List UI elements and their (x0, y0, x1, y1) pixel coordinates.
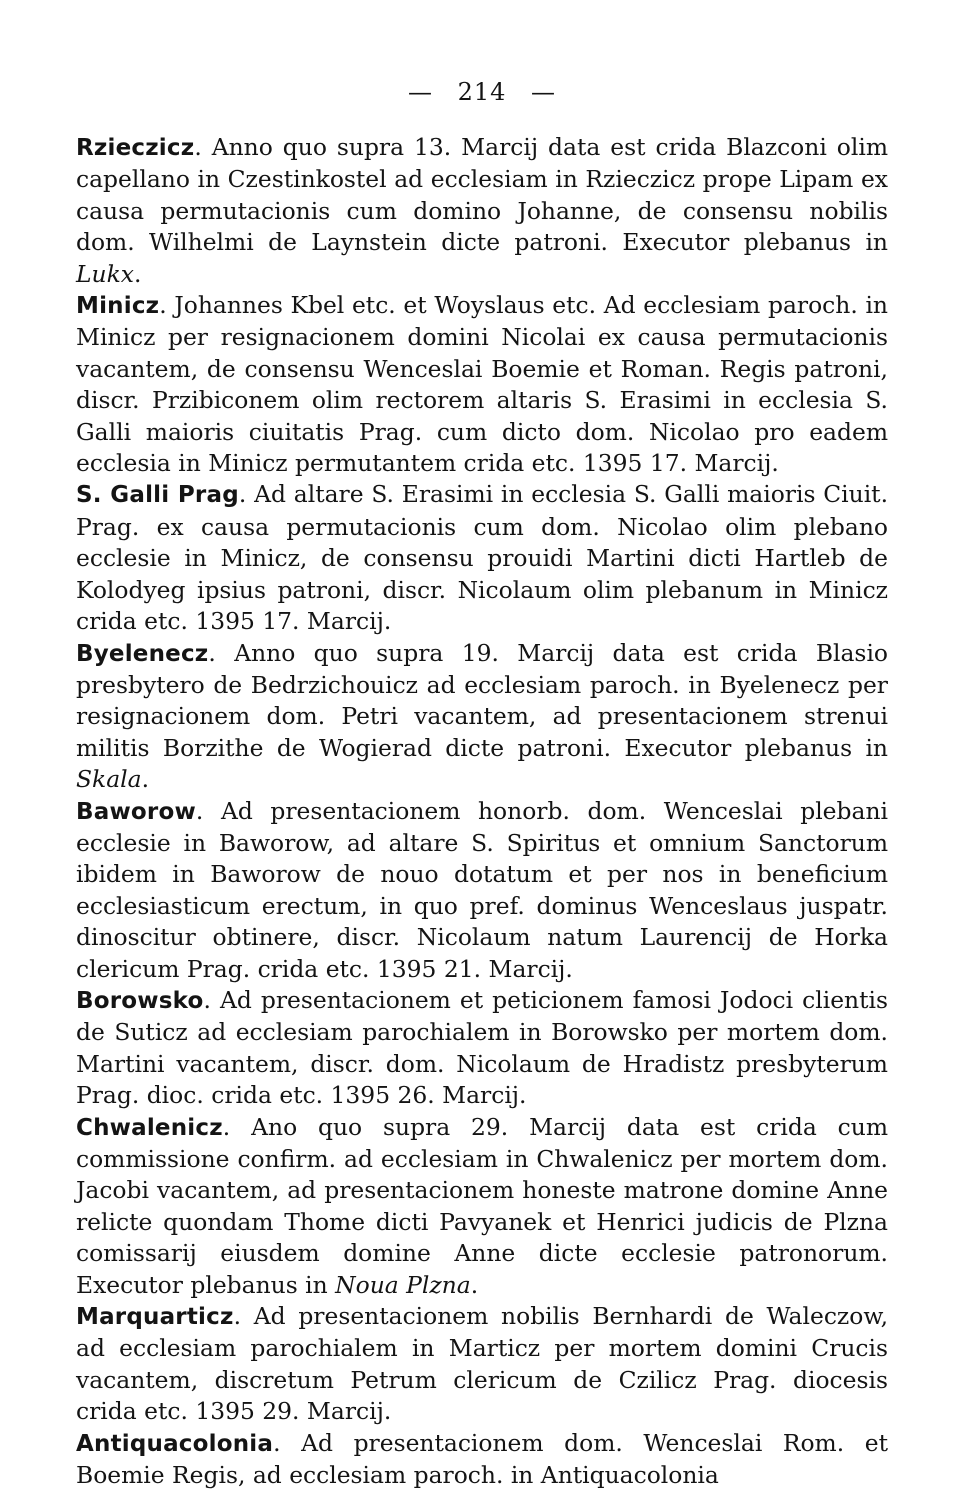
entry-text: Anno quo supra 13. Marcij data est crida Blazconi olim capellano in Czestinkostel ad ecclesiam in Rzieczicz prope Lipam ex causa permutacionis cum domino Johanne, de consensu nobilis dom. Wilhelmi de Laynstein dicte patroni. Executor plebanus in (76, 133, 888, 257)
entry-s-galli-prag: S. Galli Prag. Ad altare S. Erasimi in ecclesia S. Galli maioris Ciuit. Prag. ex causa permutacionis cum dom. Nicolao olim plebano ecclesie in Minicz, de consensu prouidi Martini dicti Hartleb de Kolodyeg ipsius patroni, discr. Nicolaum olim plebanum in Minicz crida etc. 1395 17. Marcij. (76, 480, 889, 636)
entry-heading: S. Galli Prag (76, 482, 239, 509)
entry-text: Anno quo supra 19. Marcij data est crida Blasio presbytero de Bedrzichouicz ad ecclesiam paroch. in Byelenecz per resignacionem dom. Petri vacantem, ad presentacionem strenui militis Borzithe de Wogierad dicte patroni. Executor plebanus in (76, 638, 889, 762)
page-number-value: 214 (457, 78, 507, 106)
page-number-dash-left: — (407, 78, 433, 106)
entry-text: Ad presentacionem nobilis Bernhardi de Waleczow, ad ecclesiam parochialem in Marticz per mortem domini Crucis vacantem, discretum Petrum clericum de Czilicz Prag. diocesis crida etc. 1395 29. Marcij. (76, 1302, 889, 1426)
entry-baworow: Baworow. Ad presentacionem honorb. dom. Wenceslai plebani ecclesie in Baworow, ad altare S. Spiritus et omnium Sanctorum ibidem in Baworow de nouo dotatum et per nos in beneficium ecclesiasticum erectum, in quo pref. dominus Wenceslaus juspatr. dinoscitur obtinere, discr. Nicolaum natum Laurencij de Horka clericum Prag. crida etc. 1395 21. Marcij. (76, 796, 888, 983)
entry-text: Ano quo supra 29. Marcij data est crida cum commissione confirm. ad ecclesiam in Chwalenicz per mortem dom. Jacobi vacantem, ad presentacionem honeste matrone domine Anne relicte quondam Thome dicti Pavyanek et Henrici judicis de Plzna comissarij eiusdem domine Anne dicte ecclesie patronorum. Executor plebanus in (76, 1112, 889, 1299)
entry-text: Johannes Kbel etc. et Woyslaus etc. Ad ecclesiam paroch. in Minicz per resignacionem domini Nicolai ex causa permutacionis vacantem, de consensu Wenceslai Boemie et Roman. Regis patroni, discr. Przibiconem olim rectorem altaris S. Erasimi in ecclesia S. Galli maioris ciuitatis Prag. cum dicto dom. Nicolao pro eadem ecclesia in Minicz permutantem crida etc. 1395 17. Marcij. (76, 291, 888, 478)
entry-tail: . (470, 1270, 479, 1299)
entry-chwalenicz: Chwalenicz. Ano quo supra 29. Marcij data est crida cum commissione confirm. ad ecclesiam in Chwalenicz per mortem dom. Jacobi vacantem, ad presentacionem honeste matrone domine Anne relicte quondam Thome dicti Pavyanek et Henrici judicis de Plzna comissarij eiusdem domine Anne dicte ecclesie patronorum. Executor plebanus in Noua Plzna. (76, 1112, 889, 1299)
entry-heading: Byelenecz (76, 640, 209, 667)
entry-borowsko: Borowsko. Ad presentacionem et peticionem famosi Jodoci clientis de Suticz ad ecclesiam parochialem in Borowsko per mortem dom. Martini vacantem, discr. dom. Nicolaum de Hradistz presbyterum Prag. dioc. crida etc. 1395 26. Marcij. (76, 985, 888, 1110)
page-number (76, 72, 888, 132)
entry-heading: Baworow (76, 798, 196, 825)
entry-byelenecz: Byelenecz. Anno quo supra 19. Marcij data est crida Blasio presbytero de Bedrzichouicz ad ecclesiam paroch. in Byelenecz per resignacionem dom. Petri vacantem, ad presentacionem strenui militis Borzithe de Wogierad dicte patroni. Executor plebanus in Skala. (76, 638, 889, 794)
entry-text: Ad presentacionem et peticionem famosi Jodoci clientis de Suticz ad ecclesiam parochialem in Borowsko per mortem dom. Martini vacantem, discr. dom. Nicolaum de Hradistz presbyterum Prag. dioc. crida etc. 1395 26. Marcij. (76, 985, 888, 1110)
entry-heading: Marquarticz (76, 1304, 234, 1331)
entry-rzieczicz: Rzieczicz. Anno quo supra 13. Marcij data est crida Blazconi olim capellano in Czestinkostel ad ecclesiam in Rzieczicz prope Lipam ex causa permutacionis cum domino Johanne, de consensu nobilis dom. Wilhelmi de Laynstein dicte patroni. Executor plebanus in Lukx. (76, 133, 888, 288)
entry-marquarticz: Marquarticz. Ad presentacionem nobilis Bernhardi de Waleczow, ad ecclesiam parochialem in Marticz per mortem domini Crucis vacantem, discretum Petrum clericum de Czilicz Prag. diocesis crida etc. 1395 29. Marcij. (76, 1302, 889, 1426)
entry-text: Ad presentacionem honorb. dom. Wenceslai plebani ecclesie in Baworow, ad altare S. Spiritus et omnium Sanctorum ibidem in Baworow de nouo dotatum et per nos in beneficium ecclesiasticum erectum, in quo pref. dominus Wenceslaus juspatr. dinoscitur obtinere, discr. Nicolaum natum Laurencij de Horka clericum Prag. crida etc. 1395 21. Marcij. (76, 796, 888, 983)
entry-text: Ad presentacionem dom. Wenceslai Rom. et Boemie Regis, ad ecclesiam paroch. in Antiquacolonia (76, 1428, 888, 1490)
page-number-dash-right: — (531, 78, 557, 106)
entry-antiquacolonia: Antiquacolonia. Ad presentacionem dom. Wenceslai Rom. et Boemie Regis, ad ecclesiam paroch. in Antiquacolonia (76, 1428, 888, 1490)
entry-place-italic: Lukx (76, 259, 134, 288)
entry-heading: Borowsko (76, 987, 204, 1014)
entry-heading: Rzieczicz (76, 135, 195, 161)
entry-text: Ad altare S. Erasimi in ecclesia S. Galli maioris Ciuit. Prag. ex causa permutacionis cum dom. Nicolao olim plebano ecclesie in Minicz, de consensu prouidi Martini dicti Hartleb de Kolodyeg ipsius patroni, discr. Nicolaum olim plebanum in Minicz crida etc. 1395 17. Marcij. (76, 480, 889, 636)
entry-tail: . (141, 765, 150, 794)
entry-heading: Chwalenicz (76, 1114, 223, 1141)
page-body (76, 72, 888, 1491)
entry-heading: Minicz (76, 293, 160, 320)
entry-heading: Antiquacolonia (76, 1430, 274, 1457)
entry-tail: . (133, 259, 142, 288)
entry-place-italic: Noua Plzna (335, 1270, 471, 1299)
entry-minicz: Minicz. Johannes Kbel etc. et Woyslaus etc. Ad ecclesiam paroch. in Minicz per resignacionem domini Nicolai ex causa permutacionis vacantem, de consensu Wenceslai Boemie et Roman. Regis patroni, discr. Przibiconem olim rectorem altaris S. Erasimi in ecclesia S. Galli maioris ciuitatis Prag. cum dicto dom. Nicolao pro eadem ecclesia in Minicz permutantem crida etc. 1395 17. Marcij. (76, 291, 888, 478)
entry-place-italic: Skala (76, 765, 142, 794)
